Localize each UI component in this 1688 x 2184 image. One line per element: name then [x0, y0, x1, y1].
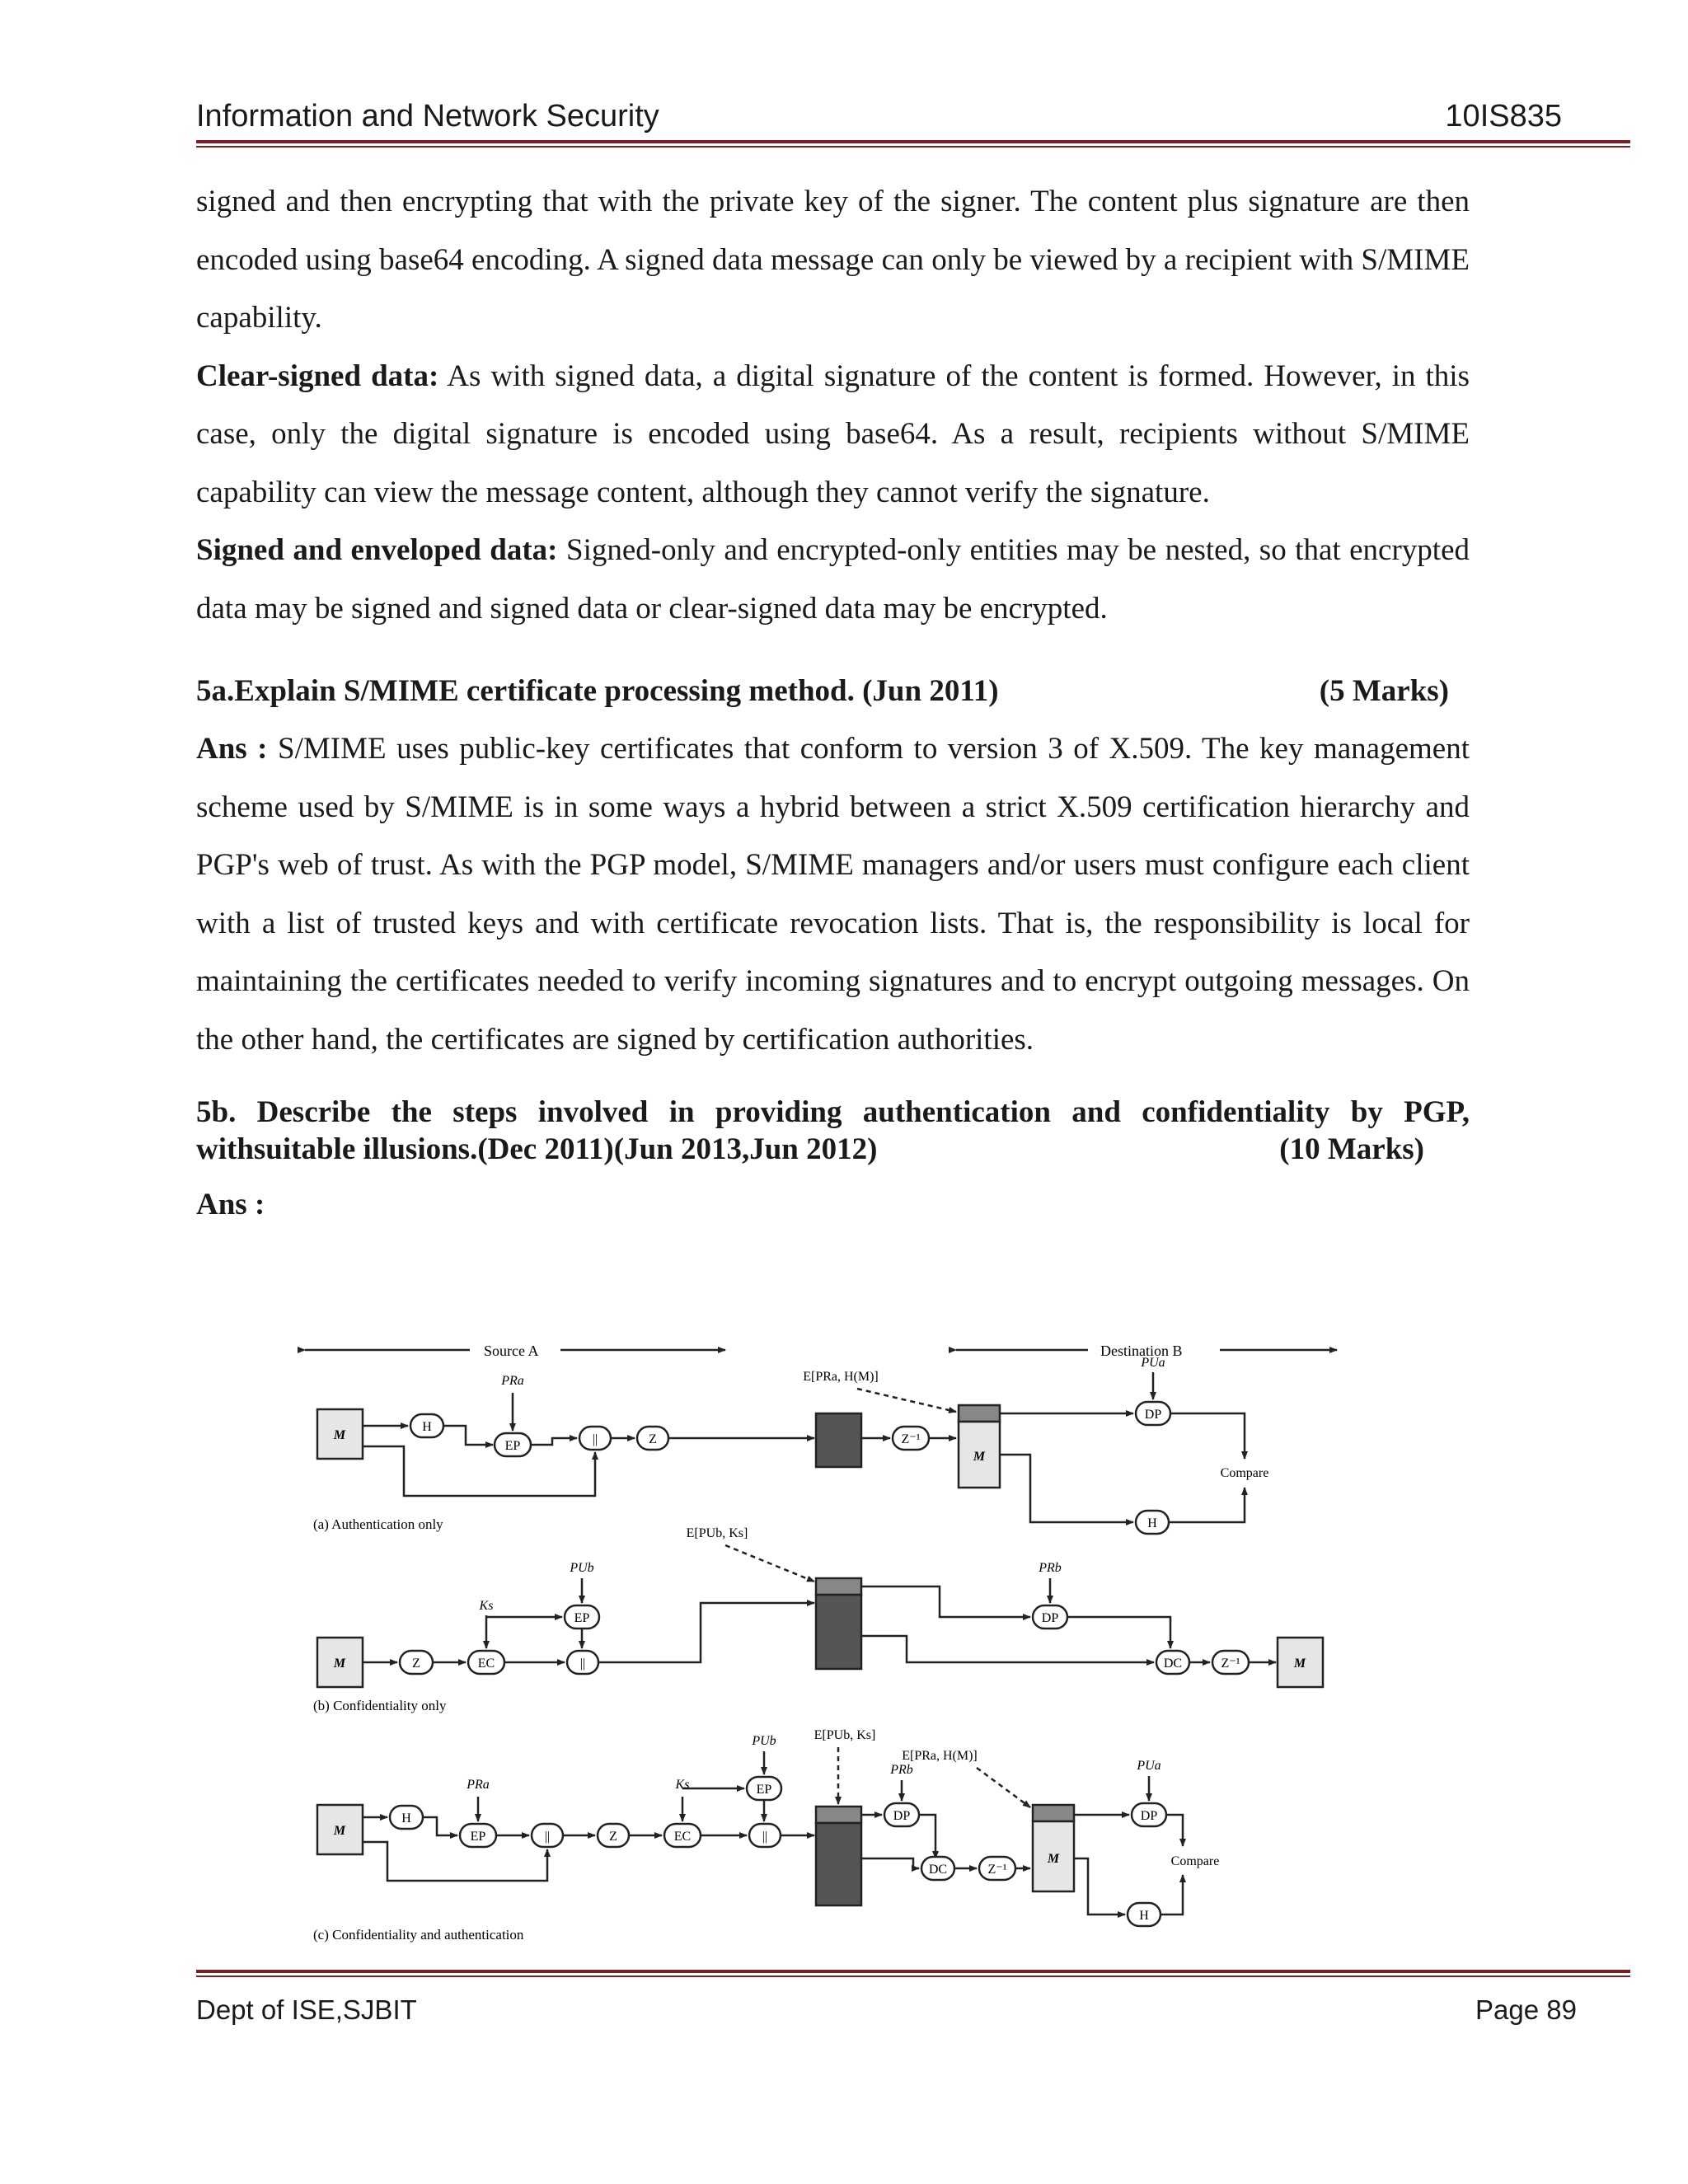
a-encrypt-ep: EP [504, 1439, 521, 1453]
c-sig-label: E[PRa, H(M)] [902, 1749, 978, 1763]
footer-page-number: Page 89 [1475, 1994, 1577, 2025]
header-course-code: 10IS835 [1445, 99, 1562, 134]
answer-5b-label: Ans : [196, 1188, 265, 1221]
term-signed-enveloped: Signed and enveloped data: [196, 533, 558, 567]
c-key-pra: PRa [467, 1778, 490, 1792]
c-dest-m: M [1047, 1852, 1060, 1866]
a-concat: || [592, 1432, 598, 1446]
label-destination-b: Destination B [1100, 1343, 1183, 1359]
c-decrypt-dc: DC [928, 1863, 948, 1877]
b-dest-m: M [1293, 1657, 1306, 1671]
b-decrypt-dc: DC [1163, 1657, 1183, 1671]
caption-a: (a) Authentication only [313, 1516, 443, 1532]
text-clear-signed: As with signed data, a digital signature of the content is formed. However, in this case, only the digital signature is encoded using base64. As a result, recipients without S/MIME capability can view the message content, although they cannot verify the signature. [196, 359, 1470, 509]
c-concat-1: || [544, 1830, 551, 1844]
a-decrypt-dp: DP [1144, 1408, 1162, 1422]
question-5a [196, 663, 1449, 720]
question-5a-marks: (5 Marks) [1319, 674, 1449, 708]
a-key-pua: PUa [1141, 1356, 1165, 1370]
a-dest-h: H [1147, 1516, 1157, 1530]
b-message-m: M [333, 1657, 346, 1671]
caption-b: (b) Confidentiality only [313, 1698, 447, 1713]
c-decrypt-dp2: DP [1140, 1809, 1158, 1823]
answer-5a-text: S/MIME uses public-key certificates that conform to version 3 of X.509. The key management scheme used by S/MIME is in some ways a hybrid between a strict X.509 certification hierarchy and PGP's web of trust. As with the PGP model, S/MIME managers and/or users must configure each client with a list of trusted keys and with certificate revocation lists. That is, the responsibility is local for maintaining the certificates needed to verify incoming signatures and to encrypt outgoing messages. On the other hand, the certificates are signed by certification authorities. [196, 732, 1470, 1057]
b-unzip: Z⁻¹ [1221, 1657, 1240, 1671]
paragraph-clear-signed [196, 348, 1470, 523]
c-key-pub: PUb [752, 1734, 776, 1748]
text-body [196, 173, 1470, 1242]
b-encrypt-ec: EC [477, 1657, 495, 1671]
paragraph-signed-data: signed and then encrypting that with the private key of the signer. The content plus signature are then encoded using base64 encoding. A signed data message can only be viewed by a recipient with S/MIME capability. [196, 185, 1470, 335]
footer-rule-thin [196, 1975, 1630, 1977]
c-encrypt-ep: EP [470, 1830, 486, 1844]
a-compare: Compare [1220, 1466, 1269, 1480]
a-key-pra: PRa [501, 1374, 524, 1388]
label-source-a: Source A [484, 1343, 539, 1359]
pgp-diagram [297, 1331, 1368, 1949]
a-message-m: M [333, 1428, 346, 1442]
c-key-prb: PRb [890, 1763, 913, 1777]
c-key-pua: PUa [1137, 1759, 1161, 1773]
a-unzip: Z⁻¹ [901, 1432, 921, 1446]
c-key-label: E[PUb, Ks] [814, 1728, 876, 1742]
term-clear-signed: Clear-signed data: [196, 359, 439, 393]
b-key-label: E[PUb, Ks] [686, 1526, 748, 1540]
answer-5a [196, 720, 1470, 1069]
question-5b-marks: (10 Marks) [1279, 1132, 1424, 1166]
paragraph-signed-enveloped [196, 522, 1470, 638]
b-concat: || [579, 1657, 586, 1671]
b-zip-z: Z [412, 1657, 420, 1671]
question-5a-text: 5a.Explain S/MIME certificate processing method. (Jun 2011) [196, 674, 999, 708]
text-signed-enveloped: Signed-only and encrypted-only entities may be nested, so that encrypted data may be signed and signed data or clear-signed data may be encrypted. [196, 533, 1470, 626]
header-title: Information and Network Security [196, 99, 659, 134]
c-message-m: M [333, 1824, 346, 1838]
header-rule-thin [196, 146, 1630, 148]
b-key-pub: PUb [570, 1561, 594, 1575]
header-rule [196, 140, 1630, 143]
c-hash-h: H [401, 1811, 411, 1825]
footer-dept: Dept of ISE,SJBIT [196, 1994, 417, 2025]
c-concat-2: || [762, 1830, 768, 1844]
c-decrypt-dp: DP [893, 1809, 911, 1823]
a-sig-label: E[PRa, H(M)] [803, 1370, 879, 1384]
c-encrypt-ec: EC [673, 1830, 692, 1844]
question-5b-line1: 5b. Describe the steps involved in providing authentication and confidentiality by PGP, [196, 1095, 1470, 1129]
c-key-ks: Ks [675, 1778, 690, 1792]
footer-rule [196, 1970, 1630, 1973]
b-decrypt-dp: DP [1041, 1611, 1059, 1625]
question-5b-line2 [196, 1131, 1424, 1168]
b-key-ks: Ks [479, 1599, 494, 1613]
b-key-prb: PRb [1039, 1561, 1062, 1575]
a-zip-z: Z [649, 1432, 657, 1446]
a-dest-m: M [973, 1450, 986, 1464]
c-encrypt-ep2: EP [756, 1783, 772, 1797]
question-5b-text: withsuitable illusions.(Dec 2011)(Jun 2013,Jun 2012) [196, 1132, 878, 1166]
a-hash-h: H [422, 1420, 432, 1434]
b-encrypt-ep: EP [574, 1611, 590, 1625]
c-zip-z: Z [609, 1830, 617, 1844]
caption-c: (c) Confidentiality and authentication [313, 1927, 524, 1943]
c-unzip: Z⁻¹ [987, 1863, 1007, 1877]
c-compare: Compare [1170, 1854, 1220, 1868]
answer-5a-label: Ans : [196, 732, 268, 766]
c-dest-h: H [1139, 1909, 1149, 1923]
